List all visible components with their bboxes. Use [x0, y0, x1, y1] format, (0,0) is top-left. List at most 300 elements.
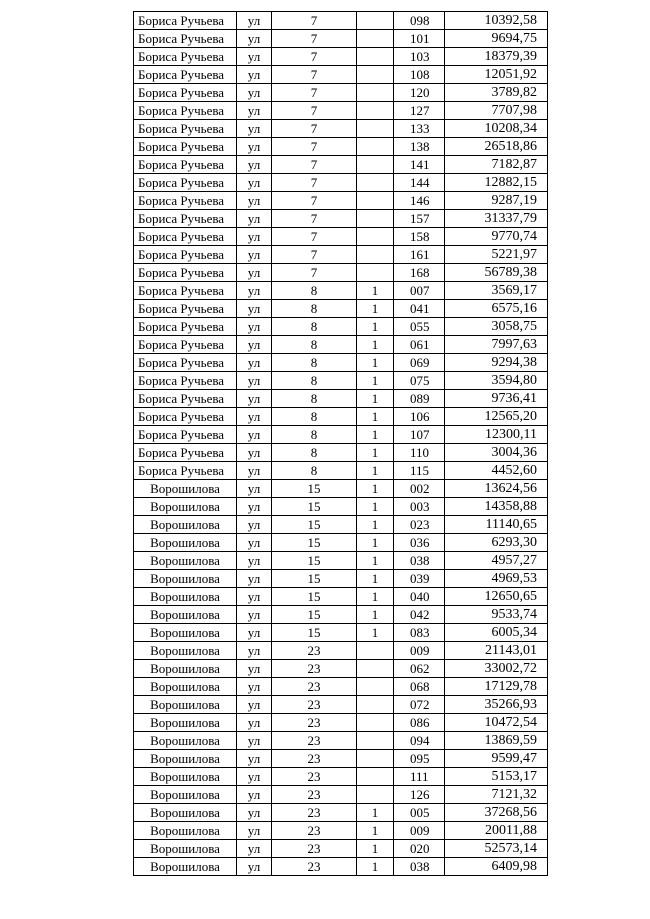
house-number-cell: 23 — [272, 732, 357, 750]
house-number-cell: 7 — [272, 210, 357, 228]
amount-cell: 13869,59 — [445, 732, 548, 750]
street-cell: Ворошилова — [134, 750, 237, 768]
street-cell: Ворошилова — [134, 516, 237, 534]
street-cell: Бориса Ручьева — [134, 102, 237, 120]
street-type-cell: ул — [237, 552, 272, 570]
table-body — [134, 12, 548, 876]
table-row — [134, 30, 548, 48]
building-cell — [357, 138, 394, 156]
amount-cell: 12565,20 — [445, 408, 548, 426]
street-cell: Ворошилова — [134, 534, 237, 552]
street-cell: Бориса Ручьева — [134, 408, 237, 426]
street-cell: Ворошилова — [134, 768, 237, 786]
table-row — [134, 642, 548, 660]
address-debt-table — [133, 11, 548, 876]
house-number-cell: 7 — [272, 120, 357, 138]
street-cell: Бориса Ручьева — [134, 84, 237, 102]
table-row — [134, 588, 548, 606]
building-cell — [357, 714, 394, 732]
table-row — [134, 138, 548, 156]
table-row — [134, 48, 548, 66]
apartment-cell: 103 — [394, 48, 445, 66]
apartment-cell: 042 — [394, 606, 445, 624]
street-type-cell: ул — [237, 12, 272, 30]
table-row — [134, 300, 548, 318]
apartment-cell: 036 — [394, 534, 445, 552]
house-number-cell: 8 — [272, 336, 357, 354]
house-number-cell: 7 — [272, 228, 357, 246]
table-row — [134, 516, 548, 534]
street-cell: Ворошилова — [134, 732, 237, 750]
table-row — [134, 156, 548, 174]
table-row — [134, 174, 548, 192]
house-number-cell: 7 — [272, 12, 357, 30]
building-cell: 1 — [357, 534, 394, 552]
building-cell: 1 — [357, 390, 394, 408]
building-cell: 1 — [357, 552, 394, 570]
apartment-cell: 157 — [394, 210, 445, 228]
street-cell: Ворошилова — [134, 714, 237, 732]
building-cell: 1 — [357, 408, 394, 426]
amount-cell: 6409,98 — [445, 858, 548, 876]
table-row — [134, 750, 548, 768]
table-row — [134, 192, 548, 210]
street-type-cell: ул — [237, 804, 272, 822]
table-row — [134, 498, 548, 516]
house-number-cell: 8 — [272, 282, 357, 300]
apartment-cell: 141 — [394, 156, 445, 174]
street-cell: Ворошилова — [134, 624, 237, 642]
street-cell: Бориса Ручьева — [134, 264, 237, 282]
house-number-cell: 23 — [272, 768, 357, 786]
building-cell: 1 — [357, 840, 394, 858]
table-row — [134, 696, 548, 714]
house-number-cell: 8 — [272, 354, 357, 372]
apartment-cell: 086 — [394, 714, 445, 732]
amount-cell: 13624,56 — [445, 480, 548, 498]
amount-cell: 14358,88 — [445, 498, 548, 516]
apartment-cell: 072 — [394, 696, 445, 714]
house-number-cell: 7 — [272, 66, 357, 84]
building-cell — [357, 768, 394, 786]
amount-cell: 4957,27 — [445, 552, 548, 570]
street-cell: Ворошилова — [134, 678, 237, 696]
building-cell: 1 — [357, 300, 394, 318]
apartment-cell: 133 — [394, 120, 445, 138]
house-number-cell: 7 — [272, 264, 357, 282]
amount-cell: 6005,34 — [445, 624, 548, 642]
street-type-cell: ул — [237, 498, 272, 516]
street-cell: Бориса Ручьева — [134, 30, 237, 48]
building-cell: 1 — [357, 516, 394, 534]
apartment-cell: 061 — [394, 336, 445, 354]
street-cell: Ворошилова — [134, 552, 237, 570]
amount-cell: 3594,80 — [445, 372, 548, 390]
table-row — [134, 444, 548, 462]
apartment-cell: 127 — [394, 102, 445, 120]
street-type-cell: ул — [237, 66, 272, 84]
street-cell: Бориса Ручьева — [134, 228, 237, 246]
street-type-cell: ул — [237, 660, 272, 678]
amount-cell: 52573,14 — [445, 840, 548, 858]
street-type-cell: ул — [237, 30, 272, 48]
street-type-cell: ул — [237, 462, 272, 480]
street-cell: Ворошилова — [134, 786, 237, 804]
street-type-cell: ул — [237, 768, 272, 786]
amount-cell: 9294,38 — [445, 354, 548, 372]
house-number-cell: 23 — [272, 858, 357, 876]
amount-cell: 20011,88 — [445, 822, 548, 840]
street-type-cell: ул — [237, 138, 272, 156]
street-type-cell: ул — [237, 390, 272, 408]
street-cell: Бориса Ручьева — [134, 210, 237, 228]
building-cell: 1 — [357, 318, 394, 336]
amount-cell: 3058,75 — [445, 318, 548, 336]
building-cell: 1 — [357, 498, 394, 516]
table-row — [134, 264, 548, 282]
street-cell: Бориса Ручьева — [134, 48, 237, 66]
table-row — [134, 354, 548, 372]
street-type-cell: ул — [237, 426, 272, 444]
apartment-cell: 095 — [394, 750, 445, 768]
street-type-cell: ул — [237, 210, 272, 228]
street-type-cell: ул — [237, 300, 272, 318]
street-type-cell: ул — [237, 318, 272, 336]
street-type-cell: ул — [237, 822, 272, 840]
table-row — [134, 462, 548, 480]
street-type-cell: ул — [237, 696, 272, 714]
building-cell — [357, 732, 394, 750]
house-number-cell: 23 — [272, 714, 357, 732]
street-cell: Ворошилова — [134, 480, 237, 498]
amount-cell: 11140,65 — [445, 516, 548, 534]
amount-cell: 3004,36 — [445, 444, 548, 462]
street-cell: Ворошилова — [134, 498, 237, 516]
street-type-cell: ул — [237, 516, 272, 534]
amount-cell: 9287,19 — [445, 192, 548, 210]
house-number-cell: 23 — [272, 822, 357, 840]
street-cell: Бориса Ручьева — [134, 192, 237, 210]
house-number-cell: 15 — [272, 570, 357, 588]
street-cell: Ворошилова — [134, 696, 237, 714]
house-number-cell: 7 — [272, 30, 357, 48]
table-row — [134, 768, 548, 786]
building-cell — [357, 12, 394, 30]
amount-cell: 5221,97 — [445, 246, 548, 264]
house-number-cell: 7 — [272, 156, 357, 174]
house-number-cell: 15 — [272, 552, 357, 570]
street-type-cell: ул — [237, 588, 272, 606]
street-type-cell: ул — [237, 642, 272, 660]
table-row — [134, 246, 548, 264]
apartment-cell: 098 — [394, 12, 445, 30]
building-cell — [357, 696, 394, 714]
house-number-cell: 15 — [272, 498, 357, 516]
street-cell: Бориса Ручьева — [134, 246, 237, 264]
apartment-cell: 069 — [394, 354, 445, 372]
street-type-cell: ул — [237, 732, 272, 750]
apartment-cell: 041 — [394, 300, 445, 318]
street-type-cell: ул — [237, 714, 272, 732]
street-type-cell: ул — [237, 858, 272, 876]
apartment-cell: 110 — [394, 444, 445, 462]
house-number-cell: 15 — [272, 534, 357, 552]
apartment-cell: 115 — [394, 462, 445, 480]
apartment-cell: 009 — [394, 822, 445, 840]
house-number-cell: 7 — [272, 246, 357, 264]
street-type-cell: ул — [237, 606, 272, 624]
building-cell — [357, 174, 394, 192]
house-number-cell: 8 — [272, 372, 357, 390]
amount-cell: 4969,53 — [445, 570, 548, 588]
street-cell: Бориса Ручьева — [134, 174, 237, 192]
street-type-cell: ул — [237, 102, 272, 120]
building-cell — [357, 750, 394, 768]
amount-cell: 6293,30 — [445, 534, 548, 552]
street-cell: Бориса Ручьева — [134, 390, 237, 408]
building-cell — [357, 156, 394, 174]
apartment-cell: 144 — [394, 174, 445, 192]
house-number-cell: 7 — [272, 102, 357, 120]
street-cell: Ворошилова — [134, 606, 237, 624]
amount-cell: 31337,79 — [445, 210, 548, 228]
building-cell — [357, 210, 394, 228]
table-row — [134, 804, 548, 822]
building-cell — [357, 786, 394, 804]
street-type-cell: ул — [237, 174, 272, 192]
table-row — [134, 426, 548, 444]
apartment-cell: 126 — [394, 786, 445, 804]
table-row — [134, 624, 548, 642]
building-cell: 1 — [357, 570, 394, 588]
apartment-cell: 062 — [394, 660, 445, 678]
building-cell: 1 — [357, 858, 394, 876]
amount-cell: 12882,15 — [445, 174, 548, 192]
amount-cell: 9770,74 — [445, 228, 548, 246]
amount-cell: 6575,16 — [445, 300, 548, 318]
house-number-cell: 7 — [272, 48, 357, 66]
apartment-cell: 038 — [394, 552, 445, 570]
table-row — [134, 120, 548, 138]
amount-cell: 3789,82 — [445, 84, 548, 102]
table-row — [134, 858, 548, 876]
building-cell — [357, 48, 394, 66]
street-cell: Ворошилова — [134, 570, 237, 588]
street-cell: Ворошилова — [134, 840, 237, 858]
street-type-cell: ул — [237, 192, 272, 210]
street-cell: Бориса Ручьева — [134, 282, 237, 300]
amount-cell: 37268,56 — [445, 804, 548, 822]
house-number-cell: 23 — [272, 804, 357, 822]
table-row — [134, 480, 548, 498]
amount-cell: 12650,65 — [445, 588, 548, 606]
apartment-cell: 108 — [394, 66, 445, 84]
amount-cell: 18379,39 — [445, 48, 548, 66]
street-type-cell: ул — [237, 354, 272, 372]
building-cell: 1 — [357, 372, 394, 390]
house-number-cell: 23 — [272, 840, 357, 858]
amount-cell: 7707,98 — [445, 102, 548, 120]
apartment-cell: 094 — [394, 732, 445, 750]
street-type-cell: ул — [237, 750, 272, 768]
street-cell: Бориса Ручьева — [134, 444, 237, 462]
table-row — [134, 678, 548, 696]
table-row — [134, 12, 548, 30]
house-number-cell: 15 — [272, 516, 357, 534]
apartment-cell: 089 — [394, 390, 445, 408]
table-row — [134, 102, 548, 120]
house-number-cell: 8 — [272, 426, 357, 444]
apartment-cell: 158 — [394, 228, 445, 246]
house-number-cell: 7 — [272, 174, 357, 192]
street-type-cell: ул — [237, 228, 272, 246]
house-number-cell: 15 — [272, 624, 357, 642]
apartment-cell: 038 — [394, 858, 445, 876]
building-cell: 1 — [357, 336, 394, 354]
building-cell: 1 — [357, 282, 394, 300]
street-cell: Бориса Ручьева — [134, 354, 237, 372]
table-row — [134, 66, 548, 84]
building-cell — [357, 30, 394, 48]
house-number-cell: 8 — [272, 462, 357, 480]
street-cell: Бориса Ручьева — [134, 156, 237, 174]
apartment-cell: 009 — [394, 642, 445, 660]
amount-cell: 35266,93 — [445, 696, 548, 714]
house-number-cell: 7 — [272, 138, 357, 156]
building-cell: 1 — [357, 444, 394, 462]
house-number-cell: 23 — [272, 696, 357, 714]
building-cell: 1 — [357, 426, 394, 444]
building-cell — [357, 246, 394, 264]
street-cell: Бориса Ручьева — [134, 462, 237, 480]
building-cell: 1 — [357, 822, 394, 840]
apartment-cell: 168 — [394, 264, 445, 282]
street-type-cell: ул — [237, 156, 272, 174]
amount-cell: 26518,86 — [445, 138, 548, 156]
table-row — [134, 318, 548, 336]
table-row — [134, 84, 548, 102]
apartment-cell: 146 — [394, 192, 445, 210]
amount-cell: 7121,32 — [445, 786, 548, 804]
amount-cell: 7997,63 — [445, 336, 548, 354]
table-row — [134, 210, 548, 228]
table-row — [134, 534, 548, 552]
street-type-cell: ул — [237, 336, 272, 354]
building-cell: 1 — [357, 354, 394, 372]
street-type-cell: ул — [237, 624, 272, 642]
table-row — [134, 606, 548, 624]
apartment-cell: 003 — [394, 498, 445, 516]
building-cell — [357, 678, 394, 696]
street-cell: Ворошилова — [134, 858, 237, 876]
amount-cell: 56789,38 — [445, 264, 548, 282]
amount-cell: 21143,01 — [445, 642, 548, 660]
house-number-cell: 23 — [272, 678, 357, 696]
apartment-cell: 138 — [394, 138, 445, 156]
apartment-cell: 107 — [394, 426, 445, 444]
house-number-cell: 7 — [272, 84, 357, 102]
street-cell: Ворошилова — [134, 822, 237, 840]
house-number-cell: 8 — [272, 300, 357, 318]
apartment-cell: 040 — [394, 588, 445, 606]
house-number-cell: 15 — [272, 480, 357, 498]
amount-cell: 10208,34 — [445, 120, 548, 138]
apartment-cell: 120 — [394, 84, 445, 102]
amount-cell: 12051,92 — [445, 66, 548, 84]
amount-cell: 10392,58 — [445, 12, 548, 30]
apartment-cell: 068 — [394, 678, 445, 696]
house-number-cell: 23 — [272, 750, 357, 768]
street-cell: Бориса Ручьева — [134, 66, 237, 84]
amount-cell: 5153,17 — [445, 768, 548, 786]
building-cell: 1 — [357, 480, 394, 498]
amount-cell: 9599,47 — [445, 750, 548, 768]
house-number-cell: 8 — [272, 318, 357, 336]
amount-cell: 17129,78 — [445, 678, 548, 696]
building-cell: 1 — [357, 624, 394, 642]
street-cell: Ворошилова — [134, 804, 237, 822]
apartment-cell: 075 — [394, 372, 445, 390]
street-cell: Бориса Ручьева — [134, 138, 237, 156]
street-cell: Бориса Ручьева — [134, 426, 237, 444]
building-cell — [357, 120, 394, 138]
building-cell — [357, 660, 394, 678]
building-cell — [357, 192, 394, 210]
table-row — [134, 840, 548, 858]
building-cell: 1 — [357, 606, 394, 624]
street-cell: Бориса Ручьева — [134, 120, 237, 138]
apartment-cell: 161 — [394, 246, 445, 264]
apartment-cell: 106 — [394, 408, 445, 426]
street-type-cell: ул — [237, 84, 272, 102]
table-row — [134, 732, 548, 750]
amount-cell: 9736,41 — [445, 390, 548, 408]
house-number-cell: 23 — [272, 642, 357, 660]
apartment-cell: 020 — [394, 840, 445, 858]
street-cell: Ворошилова — [134, 642, 237, 660]
street-type-cell: ул — [237, 480, 272, 498]
building-cell — [357, 228, 394, 246]
street-type-cell: ул — [237, 840, 272, 858]
apartment-cell: 111 — [394, 768, 445, 786]
building-cell — [357, 66, 394, 84]
building-cell — [357, 642, 394, 660]
street-cell: Бориса Ручьева — [134, 318, 237, 336]
street-cell: Бориса Ручьева — [134, 336, 237, 354]
building-cell — [357, 84, 394, 102]
apartment-cell: 083 — [394, 624, 445, 642]
street-type-cell: ул — [237, 120, 272, 138]
apartment-cell: 023 — [394, 516, 445, 534]
apartment-cell: 002 — [394, 480, 445, 498]
street-type-cell: ул — [237, 264, 272, 282]
street-cell: Бориса Ручьева — [134, 12, 237, 30]
table-row — [134, 570, 548, 588]
building-cell: 1 — [357, 462, 394, 480]
street-type-cell: ул — [237, 678, 272, 696]
table-row — [134, 390, 548, 408]
table-row — [134, 228, 548, 246]
amount-cell: 33002,72 — [445, 660, 548, 678]
apartment-cell: 101 — [394, 30, 445, 48]
house-number-cell: 8 — [272, 408, 357, 426]
house-number-cell: 8 — [272, 444, 357, 462]
house-number-cell: 23 — [272, 786, 357, 804]
street-type-cell: ул — [237, 408, 272, 426]
table-row — [134, 372, 548, 390]
amount-cell: 7182,87 — [445, 156, 548, 174]
street-cell: Ворошилова — [134, 660, 237, 678]
